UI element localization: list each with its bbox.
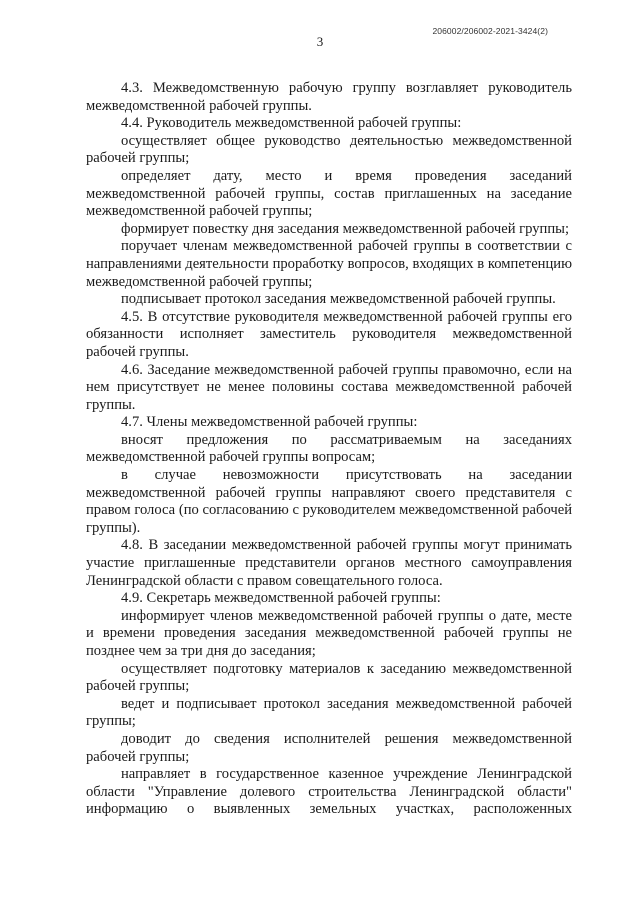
list-item: доводит до сведения исполнителей решения межведомственной рабочей группы; [86, 730, 572, 765]
list-item: определяет дату, место и время проведения заседаний межведомственной рабочей группы, состав приглашенных на заседание межведомственной рабочей группы; [86, 167, 572, 220]
list-item: ведет и подписывает протокол заседания межведомственной рабочей группы; [86, 695, 572, 730]
document-body [86, 80, 572, 819]
paragraph-4-8: 4.8. В заседании межведомственной рабочей группы могут принимать участие приглашенные представители органов местного самоуправления Ленинградской области с правом совещательного голоса. [86, 537, 572, 589]
list-item: подписывает протокол заседания межведомственной рабочей группы. [121, 291, 556, 308]
paragraph-4-6: 4.6. Заседание межведомственной рабочей группы правомочно, если на нем присутствует не менее половины состава межведомственной рабочей группы. [86, 361, 572, 413]
list-item: вносят предложения по рассматриваемым на заседаниях межведомственной рабочей группы вопросам; [86, 431, 572, 466]
page-number: 3 [316, 34, 324, 49]
list-item: в случае невозможности присутствовать на заседании межведомственной рабочей группы направляют своего представителя с правом голоса (по согласованию с руководителем межведомственной рабочей группы). [86, 467, 572, 536]
list-item: формирует повестку дня заседания межведомственной рабочей группы; [121, 220, 570, 237]
document-id: 206002/206002-2021-3424(2) [432, 26, 548, 36]
list-item: осуществляет подготовку материалов к заседанию межведомственной рабочей группы; [86, 660, 572, 695]
list-item: направляет в государственное казенное учреждение Ленинградской области "Управление долевого строительства Ленинградской области" информацию о выявленных земельных участках, расположенных [86, 766, 572, 818]
list-item: информирует членов межведомственной рабочей группы о дате, месте и времени проведения заседания межведомственной рабочей группы не позднее чем за три дня до заседания; [86, 607, 572, 659]
list-item: осуществляет общее руководство деятельностью межведомственной рабочей группы; [86, 132, 572, 167]
paragraph-4-4: 4.4. Руководитель межведомственной рабочей группы: [121, 115, 462, 132]
paragraph-4-9: 4.9. Секретарь межведомственной рабочей группы: [121, 590, 441, 607]
paragraph-4-5: 4.5. В отсутствие руководителя межведомственной рабочей группы его обязанности исполняет заместитель руководителя межведомственной рабочей группы. [86, 308, 572, 360]
paragraph-4-7: 4.7. Члены межведомственной рабочей группы: [121, 414, 418, 431]
list-item: поручает членам межведомственной рабочей группы в соответствии с направлениями деятельности проработку вопросов, входящих в компетенцию межведомственной рабочей группы; [86, 238, 572, 290]
paragraph-4-3: 4.3. Межведомственную рабочую группу возглавляет руководитель межведомственной рабочей группы. [86, 80, 572, 114]
